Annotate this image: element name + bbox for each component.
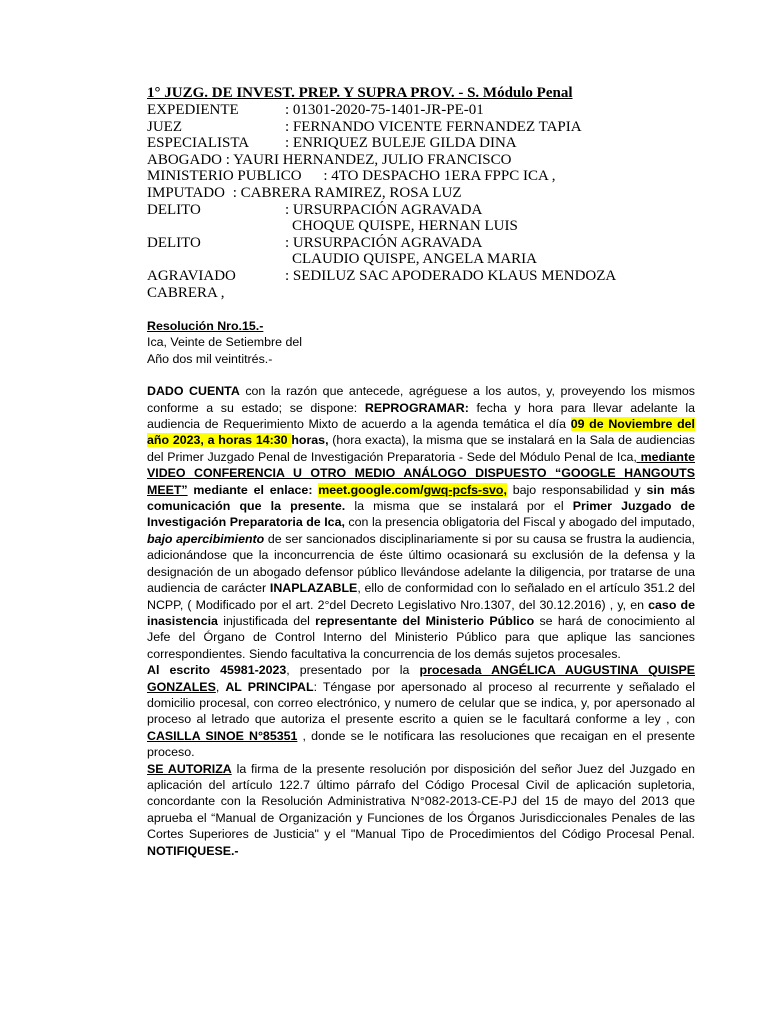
row-value: CHOQUE QUISPE, HERNAN LUIS <box>292 218 518 235</box>
text: de ser sancionados disciplinariamente si por su causa se frustra la audiencia, adicionándose que la inconcurrencia de éste último ocasionará su exclusión de la defensa y la designación de un abogado defensor público llevándose adelante la diligencia, por tratarse de una audiencia de carácter <box>147 531 695 596</box>
text: , <box>633 449 641 464</box>
row-value: : FERNANDO VICENTE FERNANDEZ TAPIA <box>285 118 582 135</box>
header-row-agraviado <box>147 268 647 285</box>
resolution-place-date-1: Ica, Veinte de Setiembre del <box>147 335 302 350</box>
row-value: : 01301-2020-75-1401-JR-PE-01 <box>285 102 484 118</box>
row-value: CLAUDIO QUISPE, ANGELA MARIA <box>292 251 538 268</box>
header-row-delito-1 <box>147 202 647 219</box>
meeting-link: , <box>503 482 507 497</box>
text: la misma que se instalará por el <box>345 499 573 514</box>
resolution-body <box>147 318 695 859</box>
row-label: MINISTERIO PUBLICO <box>147 168 302 185</box>
header-row-expediente <box>147 102 647 119</box>
row-label: ABOGADO <box>147 151 222 168</box>
header-row-imputado <box>147 185 647 202</box>
text: injustificada del <box>217 613 316 628</box>
text: se hará de conocimiento al Jefe del Órgano de Control Interno del Ministerio Público para que aplique las sanciones correspondientes. Siendo facultativa la concurrencia de los demás sujetos procesales. <box>147 613 695 661</box>
bold-text: horas, <box>291 433 329 448</box>
bold-text: NOTIFIQUESE.- <box>147 843 239 858</box>
meeting-link: gwq-pcfs-svo <box>423 482 504 497</box>
case-header <box>147 84 647 301</box>
row-value: : CABRERA RAMIREZ, ROSA LUZ <box>232 184 462 201</box>
text: , ello de conformidad con lo señalado en el artículo 351.2 del NCPP, ( Modificado por el art. 2°del Decreto Legislativo Nro.1307, del 30.12.2016) , y, en <box>147 581 695 612</box>
bold-text: AL PRINCIPAL <box>225 679 314 694</box>
text: , <box>215 679 226 694</box>
bold-text: sin más comunicación que la presente. <box>147 482 696 514</box>
bold-text: REPROGRAMAR: <box>364 400 469 415</box>
bold-italic-text: bajo apercibimiento <box>147 531 265 546</box>
row-label: IMPUTADO <box>147 184 225 201</box>
highlighted-date: 09 de Noviembre del año 2023, a horas 14:30 <box>147 417 696 448</box>
row-label: CABRERA , <box>147 284 225 301</box>
bold-text: caso de inasistencia <box>147 597 695 628</box>
bold-text: Al escrito 45981-2023 <box>147 663 287 678</box>
row-label: AGRAVIADO <box>147 267 236 284</box>
text: bajo responsabilidad y <box>506 482 647 497</box>
header-row-juez <box>147 119 647 136</box>
header-row-delito-2 <box>147 235 647 252</box>
row-label: JUEZ <box>147 118 182 135</box>
bold-underlined-text: SE AUTORIZA <box>147 761 232 776</box>
text: (hora exacta), la misma que se instalará en la Sala de audiencias del Primer Juzgado Penal de Investigación Preparatoria - Sede del Módulo Penal de Ica <box>147 433 695 464</box>
header-row-claudio <box>147 251 647 268</box>
row-label: ESPECIALISTA <box>147 135 250 152</box>
header-row-especialista <box>147 135 647 152</box>
text: : Téngase por apersonado al proceso al recurrente y señalado el domicilio procesal, con correo electrónico, y numero de celular que se indica, y, por apersonado al proceso al letrado que autoriza el presente escrito a quien se le facultará conforme a ley , con <box>147 679 695 727</box>
row-value: : ENRIQUEZ BULEJE GILDA DINA <box>285 135 517 152</box>
paragraph-al-escrito <box>147 662 695 760</box>
row-label: DELITO <box>147 234 201 251</box>
bold-text: Primer Juzgado de Investigación Preparatoria de Ica, <box>147 499 696 530</box>
row-value: : URSURPACIÓN AGRAVADA <box>285 234 483 251</box>
row-label: DELITO <box>147 201 201 218</box>
bold-text: INAPLAZABLE <box>269 581 358 596</box>
bold-text: mediante el enlace: <box>187 482 319 497</box>
bold-text: DADO CUENTA <box>147 384 240 399</box>
text: , presentado por la <box>286 663 420 678</box>
row-value: : SEDILUZ SAC APODERADO KLAUS MENDOZA <box>285 267 617 284</box>
text: fecha y hora para llevar adelante la audiencia de Requerimiento Mixto de acuerdo a la agenda temática el día <box>147 400 695 432</box>
text: la firma de la presente resolución por disposición del señor Juez del Juzgado en aplicación del artículo 122.7 último párrafo del Código Procesal Civil de aplicación supletoria, concordante con la Resolución Administrativa N°082-2013-CE-PJ del 15 de mayo del 2013 que aprueba el “Manual de Organización y Funciones de los Órganos Jurisdiccionales Penales de las Cortes Superiores de Justicia" y el "Manual Tipo de Procedimientos del Código Procesal Penal. <box>147 761 695 842</box>
header-row-ministerio <box>147 168 647 185</box>
text: , donde se le notificara las resoluciones que recaigan en el presente proceso. <box>147 728 696 760</box>
text: con la presencia obligatoria del Fiscal y abogado del imputado, <box>344 515 695 530</box>
text: con la razón que antecede, agréguese a los autos, y, proveyendo los mismos conforme a su estado; se dispone: <box>147 384 695 415</box>
bold-text: representante del Ministerio Público <box>315 613 535 628</box>
row-value: : URSURPACIÓN AGRAVADA <box>285 201 483 218</box>
row-value: : 4TO DESPACHO 1ERA FPPC ICA , <box>323 168 556 185</box>
resolution-place-date-2: Año dos mil veintitrés.- <box>147 351 273 366</box>
resolution-title: Resolución Nro.15.- <box>147 319 264 333</box>
header-row-choque <box>147 218 647 235</box>
header-row-abogado <box>147 152 647 169</box>
paragraph-se-autoriza <box>147 761 695 859</box>
meeting-link: meet.google.com/ <box>318 482 424 497</box>
row-label: EXPEDIENTE <box>147 102 239 118</box>
bold-underlined-text: procesada ANGÉLICA AUGUSTINA QUISPE GONZALES <box>147 663 695 694</box>
row-value: : YAURI HERNANDEZ, JULIO FRANCISCO <box>225 151 512 168</box>
bold-underlined-text: CASILLA SINOE N°85351 <box>147 728 298 743</box>
paragraph-dado-cuenta <box>147 383 695 662</box>
court-title: 1° JUZG. DE INVEST. PREP. Y SUPRA PROV. - S. Módulo Penal <box>147 85 573 101</box>
header-row-cabrera <box>147 285 647 302</box>
bold-underlined-text: mediante VIDEO CONFERENCIA U OTRO MEDIO ANÁLOGO DISPUESTO “GOOGLE HANGOUTS MEET” <box>147 449 695 497</box>
